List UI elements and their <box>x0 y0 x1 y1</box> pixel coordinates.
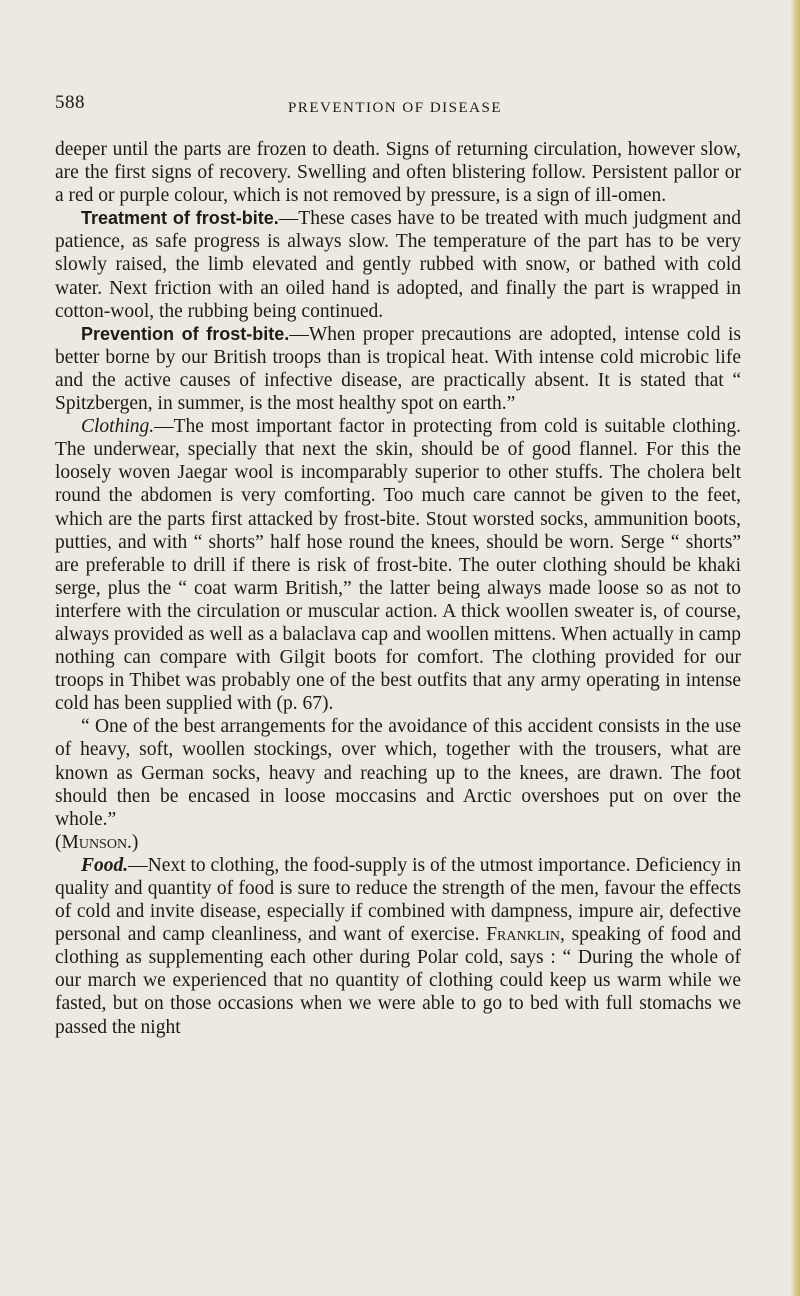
section-heading-food: Food. <box>81 854 129 876</box>
body-text <box>55 138 741 1039</box>
running-head: PREVENTION OF DISEASE <box>287 100 502 116</box>
quotation-text: “ One of the best arrangements for the avoidance of this accident consists in the use of heavy, soft, woollen stockings, over which, together with the trousers, what are known as German socks, heavy and reaching up to the knees, are drawn. The foot should then be encased in loose moccasins and Arctic overshoes put on over the whole.” <box>55 716 741 830</box>
paragraph-text: speaking of food and clothing as supplementing each other during Polar cold, says : “ During the whole of our march we experienced that no quantity of clothing could keep us warm while we fasted, but on those occasions when we were able to go to bed with full stomachs we passed the night <box>55 924 742 1038</box>
quotation-attribution: (Munson.) <box>55 831 139 853</box>
page-edge <box>790 0 800 1296</box>
section-heading-treatment: Treatment of frost-bite. <box>81 208 279 229</box>
page-number: 588 <box>55 92 85 113</box>
paragraph-text: —These cases have to be treated with much judgment and patience, as safe progress is always slow. The temperature of the part has to be very slowly raised, the limb elevated and gently rubbed with snow, or bathed with cold water. Next friction with an oiled hand is adopted, and finally the part is wrapped in cotton-wool, the rubbing being continued. <box>55 208 742 322</box>
paragraph-food <box>55 854 741 1039</box>
paragraph-text: —Next to clothing, the food-supply is of the utmost importance. Deficiency in quality and quantity of food is sure to reduce the strength of the men, favour the effects of cold and invite disease, especially if combined with dampness, impure air, defective personal and camp cleanliness, and want of exercise. <box>55 854 741 946</box>
paragraph-clothing <box>55 415 741 715</box>
paragraph-text: —When proper precautions are adopted, intense cold is better borne by our British troops than is tropical heat. With intense cold microbic life and the active causes of infective disease, are practically absent. It is stated that “ Spitzbergen, in summer, is the most healthy spot on earth.” <box>55 323 742 415</box>
paragraph-text: deeper until the parts are frozen to death. Signs of returning circulation, however slow, are the first signs of recovery. Swelling and often blistering follow. Persistent pallor or a red or purple colour, which is not removed by pressure, is a sign of ill-omen. <box>55 139 741 207</box>
paragraph-prevention <box>55 323 741 415</box>
author-name: Franklin, <box>486 924 565 946</box>
paragraph-quotation <box>55 715 741 854</box>
paragraph-text: —The most important factor in protecting from cold is suitable clothing. The underwear, specially that next the skin, should be of good flannel. For this the loosely woven Jaegar wool is incomparably superior to other stuffs. The cholera belt round the abdomen is very comforting. Too much care cannot be given to the feet, which are the parts first attacked by frost-bite. Stout worsted socks, ammunition boots, putties, and with “ shorts” half hose round the knees, should be worn. Serge “ shorts” are preferable to drill if there is risk of frost-bite. The outer clothing should be khaki serge, plus the “ coat warm British,” the latter being always made loose so as not to interfere with the circulation or muscular action. A thick woollen sweater is, of course, always provided as well as a balaclava cap and woollen mittens. When actually in camp nothing can compare with Gilgit boots for comfort. The clothing provided for our troops in Thibet was probably one of the best outfits that any army operating in intense cold has been supplied with (p. 67). <box>55 416 741 715</box>
paragraph-circulation <box>55 138 741 207</box>
section-heading-clothing: Clothing. <box>81 416 155 438</box>
section-heading-prevention: Prevention of frost-bite. <box>81 323 290 344</box>
paragraph-treatment <box>55 207 741 322</box>
page-header <box>55 92 735 122</box>
